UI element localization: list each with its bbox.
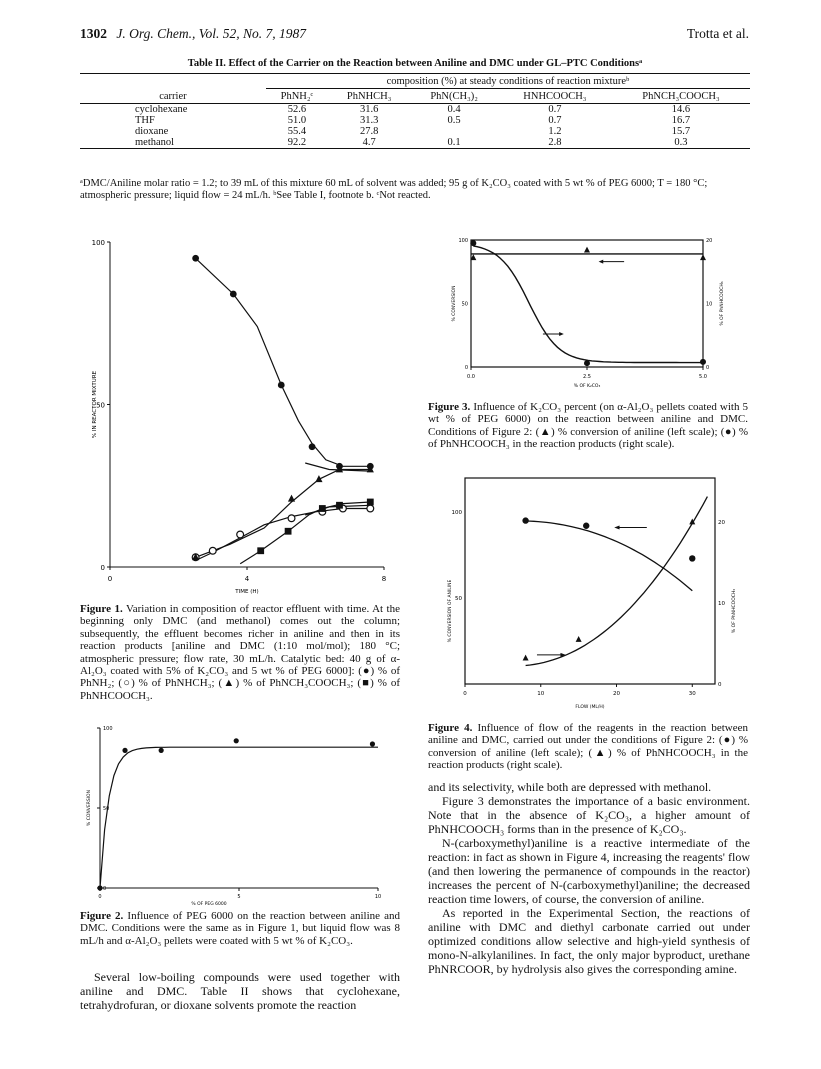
data-point bbox=[159, 748, 164, 753]
paragraph: Several low-boiling compounds were used together with aniline and DMC. Table II shows that cyclohexane, tetrahydrofuran, or dioxane solvents promote the reaction bbox=[80, 970, 400, 1012]
y2-tick-label: 20 bbox=[706, 238, 713, 244]
plot-frame bbox=[465, 478, 715, 684]
y-tick-label: 0 bbox=[103, 886, 107, 892]
caption-text: Influence of K₂CO₃ percent (on α-Al₂O₃ pellets coated with 5 wt % of PEG 6000) on the reaction between aniline and DMC. Conditions of Figure 2: (▲) % conversion of aniline (left scale); (●) % of PhNHCOOCH₃ in the reaction products (right scale). bbox=[428, 401, 748, 451]
col-header: carrier bbox=[159, 90, 187, 102]
x-tick-label: 0 bbox=[463, 691, 467, 697]
data-point bbox=[237, 531, 244, 538]
y2-tick-label: 10 bbox=[706, 301, 713, 308]
y2-tick-label: 0 bbox=[718, 682, 722, 688]
x-tick-label: 10 bbox=[374, 894, 382, 900]
paragraph: N-(carboxymethyl)aniline is a reactive intermediate of the reaction: in fact as shown in Figure 4, increasing the reagents' flow (and then lowering the permanence of compounds in the reactor) increases the percent of N-(carboxymethyl)aniline; the decreased reaction time lowers, of course, the conversion of aniline. bbox=[428, 836, 750, 906]
carrier-cell: cyclohexane bbox=[135, 104, 188, 115]
caption-text: Variation in composition of reactor effluent with time. At the beginning only DMC (and methanol) comes out the column; subsequently, the effluent becomes richer in aniline and then in its reaction products [aniline and DMC (1:10 mol/mol); 180 °C; atmospheric pressure; flow rate, 30 mL/h. Catalytic bed: 40 g of α-Al₂O₃ coated with 5% of K₂CO₃ and 5 wt % of PEG 6000]: (●) % of PhNH₂; (○) % of PhNHCH₃; (▲) % of PhNCH₃COOCH₃; (■) % of PhNHCOOCH₃. bbox=[80, 603, 400, 702]
y-tick-label: 50 bbox=[455, 596, 462, 602]
series-line bbox=[526, 521, 693, 591]
y-tick-label: 0 bbox=[464, 365, 468, 371]
figure-4-plot bbox=[425, 470, 747, 720]
x-tick-label: 5 bbox=[237, 894, 241, 900]
table-footnote: ᵃDMC/Aniline molar ratio = 1.2; to 39 mL of this mixture 60 mL of solvent was added; 95 g of K₂CO₃ coated with 5 wt % of PEG 6000; T = 180 °C; atmospheric pressure; liquid flow = 24 mL/h. ᵇSee Table I, footnote b. ᶜNot reacted. bbox=[80, 178, 708, 201]
y2-axis-title: % OF PhNHCOOCH₃ bbox=[732, 588, 737, 634]
data-point bbox=[257, 547, 264, 554]
y2-tick-label: 10 bbox=[718, 601, 725, 607]
data-point bbox=[97, 885, 102, 890]
col-header: PhN(CH₃)₂ bbox=[430, 91, 478, 102]
value-cell: 0.4 bbox=[447, 104, 461, 115]
body-text-left bbox=[80, 970, 400, 1012]
y-tick-label: 50 bbox=[461, 301, 468, 308]
caption-text: Influence of flow of the reagents in the reaction between aniline and DMC, carried out under the conditions of Figure 2: (●) % conversion of aniline (left scale); (▲) % of PhNHCOOCH₃ in the reaction products (right scale). bbox=[428, 722, 749, 772]
figure-3-plot bbox=[425, 232, 747, 400]
col-header: HNHCOOCH₃ bbox=[523, 91, 587, 102]
data-point bbox=[689, 555, 695, 561]
y-axis-title: % CONVERSION bbox=[87, 790, 92, 826]
data-point bbox=[309, 443, 316, 450]
col-header: PhNH₂ᶜ bbox=[280, 91, 314, 102]
carrier-cell: THF bbox=[135, 115, 155, 126]
x-tick-label: 4 bbox=[244, 575, 250, 583]
x-tick-label: 5.0 bbox=[699, 374, 707, 380]
x-axis-title: TIME (H) bbox=[235, 589, 259, 595]
col-header: PhNCH₃COOCH₃ bbox=[642, 91, 720, 102]
table-row bbox=[80, 126, 750, 137]
x-axis-title: % OF K₂CO₃ bbox=[573, 384, 601, 389]
figure-3-caption bbox=[428, 401, 748, 451]
x-tick-label: 20 bbox=[613, 691, 621, 697]
data-point bbox=[278, 382, 285, 389]
figure-4-caption bbox=[428, 722, 748, 772]
data-point bbox=[230, 291, 237, 298]
paragraph: Figure 3 demonstrates the importance of a basic environment. Note that in the absence of K₂CO₃, a higher amount of PhNHCOOCH₃ forms than in the presence of K₂CO₃. bbox=[428, 794, 750, 836]
value-cell: 2.8 bbox=[498, 137, 612, 149]
y-axis-title: % CONVERSION bbox=[452, 285, 457, 322]
y-tick-label: 50 bbox=[103, 806, 110, 812]
series-line bbox=[240, 502, 370, 564]
x-axis-title: % OF PEG 6000 bbox=[191, 902, 227, 906]
value-cell bbox=[410, 126, 498, 137]
value-cell: 4.7 bbox=[328, 137, 410, 149]
value-cell: 15.7 bbox=[671, 126, 691, 137]
series-line bbox=[473, 246, 703, 363]
x-tick-label: 30 bbox=[688, 691, 696, 697]
figure-1-plot bbox=[78, 232, 408, 598]
y2-tick-label: 20 bbox=[718, 520, 725, 526]
data-point bbox=[192, 255, 199, 262]
y-tick-label: 50 bbox=[96, 401, 105, 410]
series-line bbox=[100, 747, 378, 888]
value-cell: 31.6 bbox=[359, 104, 379, 115]
y-tick-label: 0 bbox=[100, 564, 105, 572]
data-point bbox=[584, 247, 590, 253]
value-cell: 0.7 bbox=[548, 115, 562, 126]
caption-label: Figure 1. bbox=[80, 603, 123, 615]
data-point bbox=[700, 254, 706, 260]
data-point bbox=[336, 502, 343, 509]
value-cell: 14.6 bbox=[671, 104, 691, 115]
col-header: PhNHCH₃ bbox=[346, 91, 392, 102]
carrier-cell: dioxane bbox=[135, 126, 169, 137]
caption-text: Influence of PEG 6000 on the reaction between aniline and DMC. Conditions were the same as in Figure 1, but liquid flow was 8 mL/h and α-Al₂O₃ pellets were coated with 5 wt % of K₂CO₃. bbox=[80, 910, 401, 947]
x-tick-label: 0.0 bbox=[467, 374, 475, 380]
y2-tick-label: 0 bbox=[706, 365, 710, 371]
y-tick-label: 100 bbox=[103, 726, 113, 732]
data-point bbox=[522, 517, 528, 523]
value-cell: 92.2 bbox=[266, 137, 328, 149]
table-row bbox=[80, 115, 750, 126]
y-tick-label: 100 bbox=[458, 238, 468, 244]
table-caption: Table II. Effect of the Carrier on the Reaction between Aniline and DMC under GL–PTC Conditionsᵃ bbox=[187, 58, 643, 69]
data-point bbox=[584, 360, 590, 366]
data-point bbox=[288, 495, 295, 502]
y-tick-label: 100 bbox=[451, 510, 462, 516]
x-tick-label: 0 bbox=[107, 575, 113, 583]
data-point bbox=[576, 636, 582, 642]
data-point bbox=[285, 528, 292, 535]
caption-label: Figure 4. bbox=[428, 722, 473, 734]
author-header: Trotta et al. bbox=[686, 26, 749, 41]
data-point bbox=[470, 240, 476, 246]
arrow-left-head bbox=[599, 260, 604, 264]
data-point bbox=[209, 547, 216, 554]
value-cell: 55.4 bbox=[287, 126, 307, 137]
data-point bbox=[367, 505, 374, 512]
x-axis-title: FLOW (ML/H) bbox=[575, 705, 605, 710]
data-point bbox=[234, 738, 239, 743]
value-cell: 16.7 bbox=[671, 115, 691, 126]
table-ii bbox=[80, 73, 750, 149]
page-number: 1302 bbox=[80, 26, 107, 41]
value-cell: 27.8 bbox=[359, 126, 379, 137]
running-header bbox=[80, 26, 306, 42]
plot-frame bbox=[471, 240, 703, 367]
value-cell: 52.6 bbox=[287, 104, 307, 115]
data-point bbox=[319, 505, 326, 512]
y-tick-label: 100 bbox=[91, 239, 105, 247]
value-cell: 31.3 bbox=[359, 115, 379, 126]
value-cell: 0.1 bbox=[410, 137, 498, 149]
data-point bbox=[700, 359, 706, 365]
x-tick-label: 0 bbox=[98, 894, 102, 900]
series-line bbox=[196, 258, 371, 466]
body-text-right bbox=[428, 780, 750, 976]
x-tick-label: 10 bbox=[537, 691, 545, 697]
caption-label: Figure 3. bbox=[428, 401, 471, 413]
data-point bbox=[583, 523, 589, 529]
figure-1-caption bbox=[80, 603, 400, 702]
x-tick-label: 2.5 bbox=[583, 374, 591, 380]
data-point bbox=[288, 515, 295, 522]
value-cell: 0.3 bbox=[612, 137, 750, 149]
paragraph: As reported in the Experimental Section, the reactions of aniline with DMC and diethyl carbonate carried out under optimized conditions allow selective and high-yield synthesis of mono-N-alkylanilines. In fact, the only major byproduct, urethane PhNRCOOR, by hydrolysis also gives the corresponding amine. bbox=[428, 906, 750, 976]
y2-axis-title: % OF PhNHCOOCH₃ bbox=[720, 281, 725, 326]
span-header: composition (%) at steady conditions of reaction mixtureᵇ bbox=[266, 74, 750, 89]
y-axis-title: % IN REACTOR MIXTURE bbox=[92, 370, 98, 439]
value-cell: 51.0 bbox=[287, 115, 307, 126]
table-row bbox=[80, 104, 750, 116]
journal-citation: J. Org. Chem., Vol. 52, No. 7, 1987 bbox=[116, 26, 306, 41]
value-cell: 0.5 bbox=[447, 115, 461, 126]
y-axis-title: % CONVERSION OF ANILINE bbox=[448, 579, 453, 643]
table-row bbox=[80, 137, 750, 149]
data-point bbox=[370, 741, 375, 746]
series-line bbox=[196, 470, 371, 558]
data-point bbox=[122, 748, 127, 753]
data-point bbox=[523, 655, 529, 661]
caption-label: Figure 2. bbox=[80, 910, 124, 922]
value-cell: 1.2 bbox=[548, 126, 562, 137]
value-cell: 0.7 bbox=[548, 104, 562, 115]
arrow-left-head bbox=[614, 525, 619, 529]
paragraph: and its selectivity, while both are depressed with methanol. bbox=[428, 780, 712, 794]
figure-2-caption bbox=[80, 910, 400, 947]
figure-2-plot bbox=[78, 716, 408, 906]
carrier-cell: methanol bbox=[80, 137, 266, 149]
data-point bbox=[367, 499, 374, 506]
arrow-right-head bbox=[559, 332, 564, 336]
x-tick-label: 8 bbox=[381, 575, 387, 583]
